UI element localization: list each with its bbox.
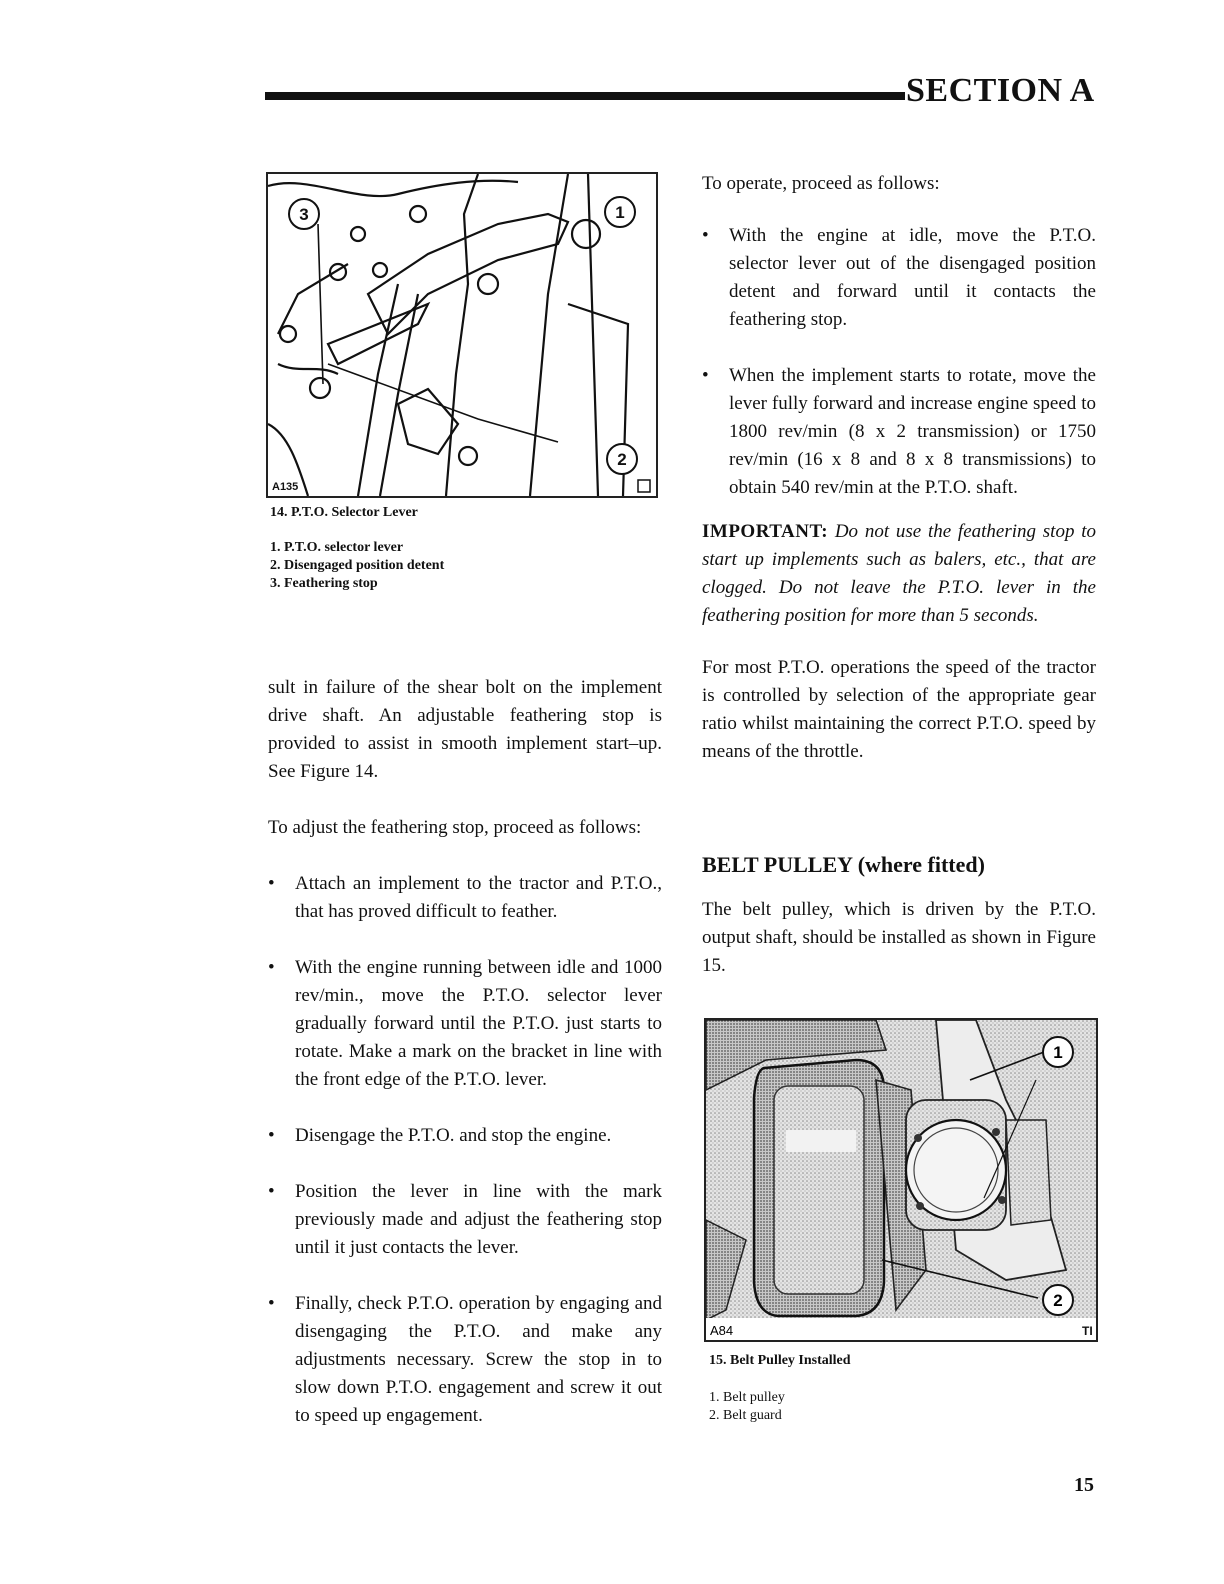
svg-text:TI: TI (1082, 1324, 1093, 1338)
list-item: • When the implement starts to rotate, move the lever fully forward and increase engine speed to 1800 rev/min (8 x 2 transmission) or 1750 rev/min (16 x 8 and 8 x 8 transmissions) to obtain 540 rev/min at the P.T.O. shaft. (702, 365, 1096, 498)
adjust-steps-list (268, 870, 662, 1458)
list-item-text: Disengage the P.T.O. and stop the engine. (295, 1125, 612, 1146)
figure-15-legend (709, 1389, 785, 1425)
list-item-text: When the implement starts to rotate, move the lever fully forward and increase engine speed to 1800 rev/min (8 x 2 transmission) or 1750 rev/min (16 x 8 and 8 x 8 transmissions) to obtain 540 rev/min at the P.T.O. shaft. (729, 365, 1096, 498)
figure-14-callout-1: 1 (615, 203, 625, 222)
important-note (702, 518, 1096, 630)
list-item-text: With the engine running between idle and 1000 rev/min., move the P.T.O. selector lever gradually forward until the P.T.O. just starts to rotate. Make a mark on the bracket in line with the front edge of the P.T.O. lever. (295, 957, 662, 1090)
figure-14-code: A135 (272, 481, 299, 493)
figure-14-callout-3: 3 (299, 205, 309, 224)
operate-steps-list (702, 222, 1096, 530)
figure-15-caption: 15. Belt Pulley Installed (709, 1353, 851, 1368)
list-item: • Finally, check P.T.O. operation by engaging and disengaging the P.T.O. and make any adjustments necessary. Screw the stop in to slow down P.T.O. engagement and screw it out to speed up engagement. (268, 1293, 662, 1426)
intro-paragraph: sult in failure of the shear bolt on the implement drive shaft. An adjustable feathering stop is provided to assist in smooth implement start–up. See Figure 14. (268, 677, 662, 782)
figure-14-legend (270, 539, 444, 593)
legend-item: 2. Belt guard (709, 1408, 782, 1423)
page-number: 15 (1074, 1474, 1094, 1496)
legend-item: 1. Belt pulley (709, 1390, 785, 1405)
list-item: • With the engine at idle, move the P.T.O. selector lever out of the disengaged position detent and forward until it contacts the feathering stop. (702, 225, 1096, 330)
list-item-text: Finally, check P.T.O. operation by engaging and disengaging the P.T.O. and make any adjustments necessary. Screw the stop in to slow down P.T.O. engagement and screw it out to speed up engagement. (295, 1293, 662, 1426)
section-title: SECTION A (906, 72, 1095, 109)
list-item-text: With the engine at idle, move the P.T.O. selector lever out of the disengaged position detent and forward until it contacts the feathering stop. (729, 225, 1096, 330)
list-item: • Disengage the P.T.O. and stop the engine. (268, 1125, 612, 1146)
adjust-heading: To adjust the feathering stop, proceed as follows: (268, 817, 642, 838)
important-text: Do not use the feathering stop to start up implements such as balers, etc., that are clogged. Do not leave the P.T.O. lever in the feathering position for more than 5 seconds. (702, 521, 1096, 626)
figure-15-image (704, 1018, 1098, 1342)
figure-15-callout-1: 1 (1053, 1043, 1063, 1062)
figure-14-callout-2: 2 (617, 450, 627, 469)
figure-14-caption: 14. P.T.O. Selector Lever (270, 505, 418, 520)
list-item: • Position the lever in line with the mark previously made and adjust the feathering stop until it just contacts the lever. (268, 1181, 662, 1258)
important-label: IMPORTANT: (702, 521, 829, 542)
list-item: • Attach an implement to the tractor and P.T.O., that has proved difficult to feather. (268, 873, 662, 922)
legend-item: 2. Disengaged position detent (270, 558, 445, 573)
belt-pulley-drawing (706, 1020, 1096, 1340)
belt-pulley-paragraph: The belt pulley, which is driven by the P.T.O. output shaft, should be installed as shown in Figure 15. (702, 899, 1096, 976)
figure-14-image (266, 172, 658, 498)
legend-item: 1. P.T.O. selector lever (270, 540, 404, 555)
speed-paragraph: For most P.T.O. operations the speed of the tractor is controlled by selection of the appropriate gear ratio whilst maintaining the correct P.T.O. speed by means of the throttle. (702, 657, 1096, 762)
operate-intro: To operate, proceed as follows: (702, 173, 940, 194)
header-rule (265, 92, 905, 100)
legend-item: 3. Feathering stop (270, 576, 378, 591)
belt-pulley-heading: BELT PULLEY (where fitted) (702, 852, 985, 877)
figure-15-callout-2: 2 (1053, 1291, 1063, 1310)
list-item: • With the engine running between idle and 1000 rev/min., move the P.T.O. selector lever gradually forward until the P.T.O. just starts to rotate. Make a mark on the bracket in line with the front edge of the P.T.O. lever. (268, 957, 662, 1090)
list-item-text: Attach an implement to the tractor and P.T.O., that has proved difficult to feather. (295, 873, 662, 922)
figure-15-code: A84 (710, 1323, 734, 1338)
pto-selector-lever-drawing (268, 174, 656, 496)
list-item-text: Position the lever in line with the mark previously made and adjust the feathering stop until it just contacts the lever. (295, 1181, 662, 1258)
